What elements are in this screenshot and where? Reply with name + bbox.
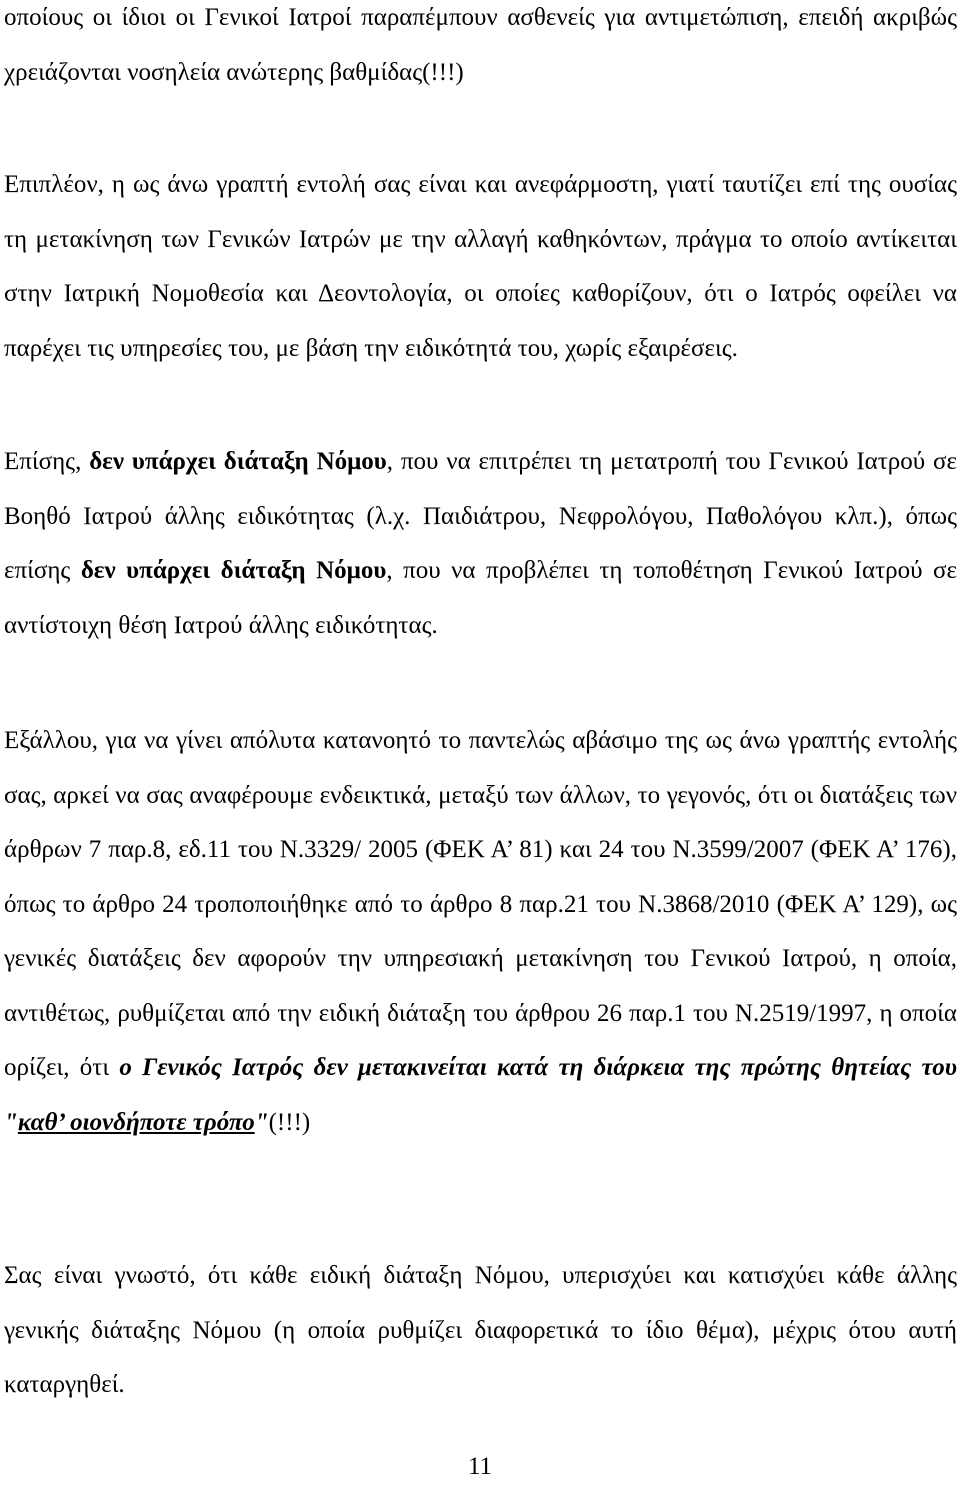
paragraph-2 [4,158,957,376]
paragraph-3-text-3: , που να προβλέπει τη τοποθέτηση Γενικού Ιατρού σε αντίστοιχη θέση Ιατρού άλλης ειδικότητας. [4,557,958,639]
paragraph-1 [4,0,957,100]
paragraph-3-text-1: Επίσης, [4,448,90,475]
paragraph-3-bold-1: δεν υπάρχει διάταξη Νόμου [89,448,387,475]
paragraph-5 [4,1249,957,1413]
page-number: 11 [467,1453,493,1480]
paragraph-3-text-2: , που να επιτρέπει τη μετατροπή του Γενικού Ιατρού σε Βοηθό Ιατρού άλλης ειδικότητας (λ.χ. Παιδιάτρου, Νεφρολόγου, Παθολόγου κλπ.), όπως επίσης [4,448,957,584]
paragraph-4-text-1: Εξάλλου, για να γίνει απόλυτα κατανοητό το παντελώς αβάσιμο της ως άνω γραπτής εντολής σας, αρκεί να σας αναφέρουμε ενδεικτικά, μεταξύ των άλλων, το γεγονός, ότι οι διατάξεις των άρθρων 7 παρ.8, εδ.11 του Ν.3329/ 2005 (ΦΕΚ Α’ 81) και 24 του Ν.3599/2007 (ΦΕΚ Α’ 176), όπως το άρθρο 24 τροποποιήθηκε από το άρθρο 8 παρ.21 του Ν.3868/2010 (ΦΕΚ Α’ 129), ως γενικές διατάξεις δεν αφορούν την υπηρεσιακή μετακίνηση του Γενικού Ιατρού, η οποία, αντιθέτως, ρυθμίζεται από την ειδική διάταξη του άρθρου 26 παρ.1 του Ν.2519/1997, η οποία ορίζει, ότι [4,727,957,1081]
paragraph-1-text: οποίους οι ίδιοι οι Γενικοί Ιατροί παραπέμπουν ασθενείς για αντιμετώπιση, επειδή ακριβώς χρειάζονται νοσηλεία ανώτερης βαθμίδας(!!!) [4,4,957,86]
paragraph-4-text-2: (!!!) [268,1108,311,1136]
paragraph-4-bold-italic-1: ο Γενικός Ιατρός δεν μετακινείται κατά τη διάρκεια της πρώτης θητείας του " [4,1054,957,1136]
paragraph-4-bold-italic-underlined: καθ’ οιονδήποτε τρόπο [17,1108,255,1136]
paragraph-3 [4,435,957,653]
paragraph-4-bold-italic-2: " [254,1108,269,1136]
paragraph-2-text: Επιπλέον, η ως άνω γραπτή εντολή σας είναι και ανεφάρμοστη, γιατί ταυτίζει επί της ουσίας τη μετακίνηση των Γενικών Ιατρών με την αλλαγή καθηκόντων, πράγμα το οποίο αντίκειται στην Ιατρική Νομοθεσία και Δεοντολογία, οι οποίες καθορίζουν, ότι ο Ιατρός οφείλει να παρέχει τις υπηρεσίες του, με βάση την ειδικότητά του, χωρίς εξαιρέσεις. [4,171,957,362]
paragraph-5-text: Σας είναι γνωστό, ότι κάθε ειδική διάταξη Νόμου, υπερισχύει και κατισχύει κάθε άλλης γενικής διάταξης Νόμου (η οποία ρυθμίζει διαφορετικά το ίδιο θέμα), μέχρις ότου αυτή καταργηθεί. [4,1262,957,1398]
paragraph-4 [4,714,957,1150]
paragraph-3-bold-2: δεν υπάρχει διάταξη Νόμου [80,557,387,584]
